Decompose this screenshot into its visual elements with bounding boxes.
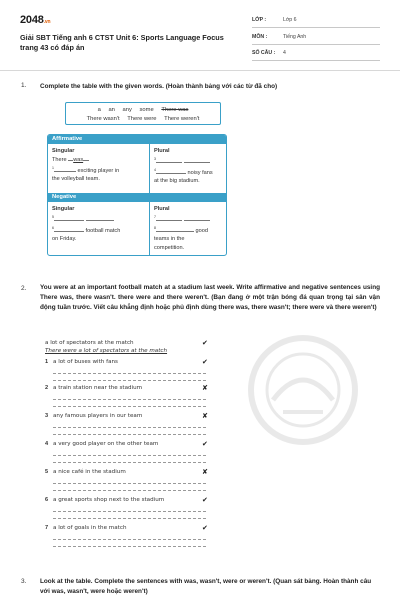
meta-subject: MÔN : Tiếng Anh [252,31,380,45]
word-there-wasnt: There wasn't [86,116,120,122]
site-logo[interactable]: 2048.vn [20,14,51,26]
document-page: 2048.vn Giải SBT Tiếng anh 6 CTST Unit 6: Sports Language Focus trang 43 có đáp án LỚP : Lớp 6 MÔN : Tiếng Anh SỐ CÂU : 4 1. Complete the table with the given words. (Hoàn thành bảng với các từ đã cho) a an any some There was There wasn't There were There weren't Affirmative Singular There was $^1$ exciting player in the volleyball team. Plural $^3$ $^4$ noisy fans at the big stadium. Negative Singular $^5$ $^6$ football match on Friday. Plural $^7$ $^8$ good teams in the competition. 2. You were at an important football match at a stadium last week. Write affirmative and negative sentences using There was, there wasn't. there were and there weren't. (Bạn đang ở một trận bóng đá quan trọng tại sân vận động tuần trước. Viết câu khẳng định hoặc phủ định dùng there was, there wasn't; there were và there weren't) a lot of spectators at the match ✔ There were a lot of spectators at the match 1 a lot of buses with fans ✔ 2 a train station near the stadium ✘ 3 any famous players in our team ✘ 4 a very good player on the other team ✔ 5 a nice café in the stadium ✘ 6 a great sports shop next to the stadium ✔ 7 a lot of goals in the match ✔ 3. Look at the table. Complete the sentences with was, wasn't, were or weren't. (Quan sát bảng. Hoàn thành câu với was, wasn't, were hoặc weren't) [0,0,400,600]
word-there-was: There was [161,107,189,113]
answer-line[interactable] [53,511,206,512]
question-3-number: 3. [21,578,27,585]
answer-line[interactable] [53,399,206,400]
table-divider-bottom [149,202,150,256]
question-2-number: 2. [21,285,27,292]
neg-plural-cell: Plural $^7$ $^8$ good teams in the competition. [154,206,208,251]
answer-line[interactable] [53,546,206,547]
word-a: a [97,107,101,113]
word-any: any [122,107,132,113]
answer-line[interactable] [53,462,206,463]
answer-line[interactable] [53,490,206,491]
meta-info [252,14,380,64]
answer-line[interactable] [53,539,206,540]
check-icon: ✔ [202,496,208,504]
aff-plural-cell: Plural $^3$ $^4$ noisy fans at the big stadium. [154,148,213,185]
blank-4[interactable] [156,168,186,174]
meta-question-count: SỐ CÂU : 4 [252,47,380,61]
word-an: an [108,107,115,113]
answer-line[interactable] [53,427,206,428]
question-1-text: Complete the table with the given words. (Hoàn thành bảng với các từ đã cho) [40,83,278,90]
question-2-text: You were at an important football match at a stadium last week. Write affirmative and negative sentences using There was, there wasn't. there were and there weren't. (Bạn đang ở một trận bóng đá quan trọng tại sân vận động tuần trước. Viết câu khẳng định hoặc phủ định dùng there was, there wasn't; there were và there weren't) [40,284,380,311]
answer-line[interactable] [53,380,206,381]
aff-singular-cell: Singular There was $^1$ exciting player in the volleyball team. [52,148,120,183]
answer-line[interactable] [53,455,206,456]
check-icon: ✔ [202,440,208,448]
affirmative-header: Affirmative [48,135,226,144]
document-title: Giải SBT Tiếng anh 6 CTST Unit 6: Sports Language Focus trang 43 có đáp án [20,33,224,52]
header-divider [0,70,400,71]
neg-singular-cell: Singular $^5$ $^6$ football match on Friday. [52,206,121,243]
blank-7[interactable] [156,215,182,221]
answer-line[interactable] [53,483,206,484]
grammar-table [47,134,227,256]
cross-icon: ✘ [202,468,208,476]
cross-icon: ✘ [202,384,208,392]
word-there-were: There were [127,116,157,122]
example-answer: There were a lot of spectators at the match [45,348,168,354]
watermark-emblem-icon [243,330,363,450]
blank-6[interactable] [54,226,84,232]
meta-class: LỚP : Lớp 6 [252,14,380,28]
check-icon: ✔ [202,339,208,347]
table-divider-top [149,144,150,193]
blank-1[interactable] [54,166,76,172]
word-some: some [139,107,154,113]
question-1-number: 1. [21,82,27,89]
negative-header: Negative [48,193,226,202]
blank-8[interactable] [156,226,194,232]
blank-3[interactable] [156,157,182,163]
word-there-werent: There weren't [164,116,200,122]
question-3-text: Look at the table. Complete the sentences with was, wasn't, were or weren't. (Quan sát bảng. Hoàn thành câu với was, wasn't, were hoặc weren't) [40,578,372,595]
answer-line[interactable] [53,518,206,519]
document-header [0,0,400,66]
check-icon: ✔ [202,524,208,532]
word-box [65,102,221,125]
check-icon: ✔ [202,358,208,366]
cross-icon: ✘ [202,412,208,420]
answer-line[interactable] [53,373,206,374]
answer-line[interactable] [53,406,206,407]
answer-line[interactable] [53,434,206,435]
blank-5[interactable] [54,215,84,221]
